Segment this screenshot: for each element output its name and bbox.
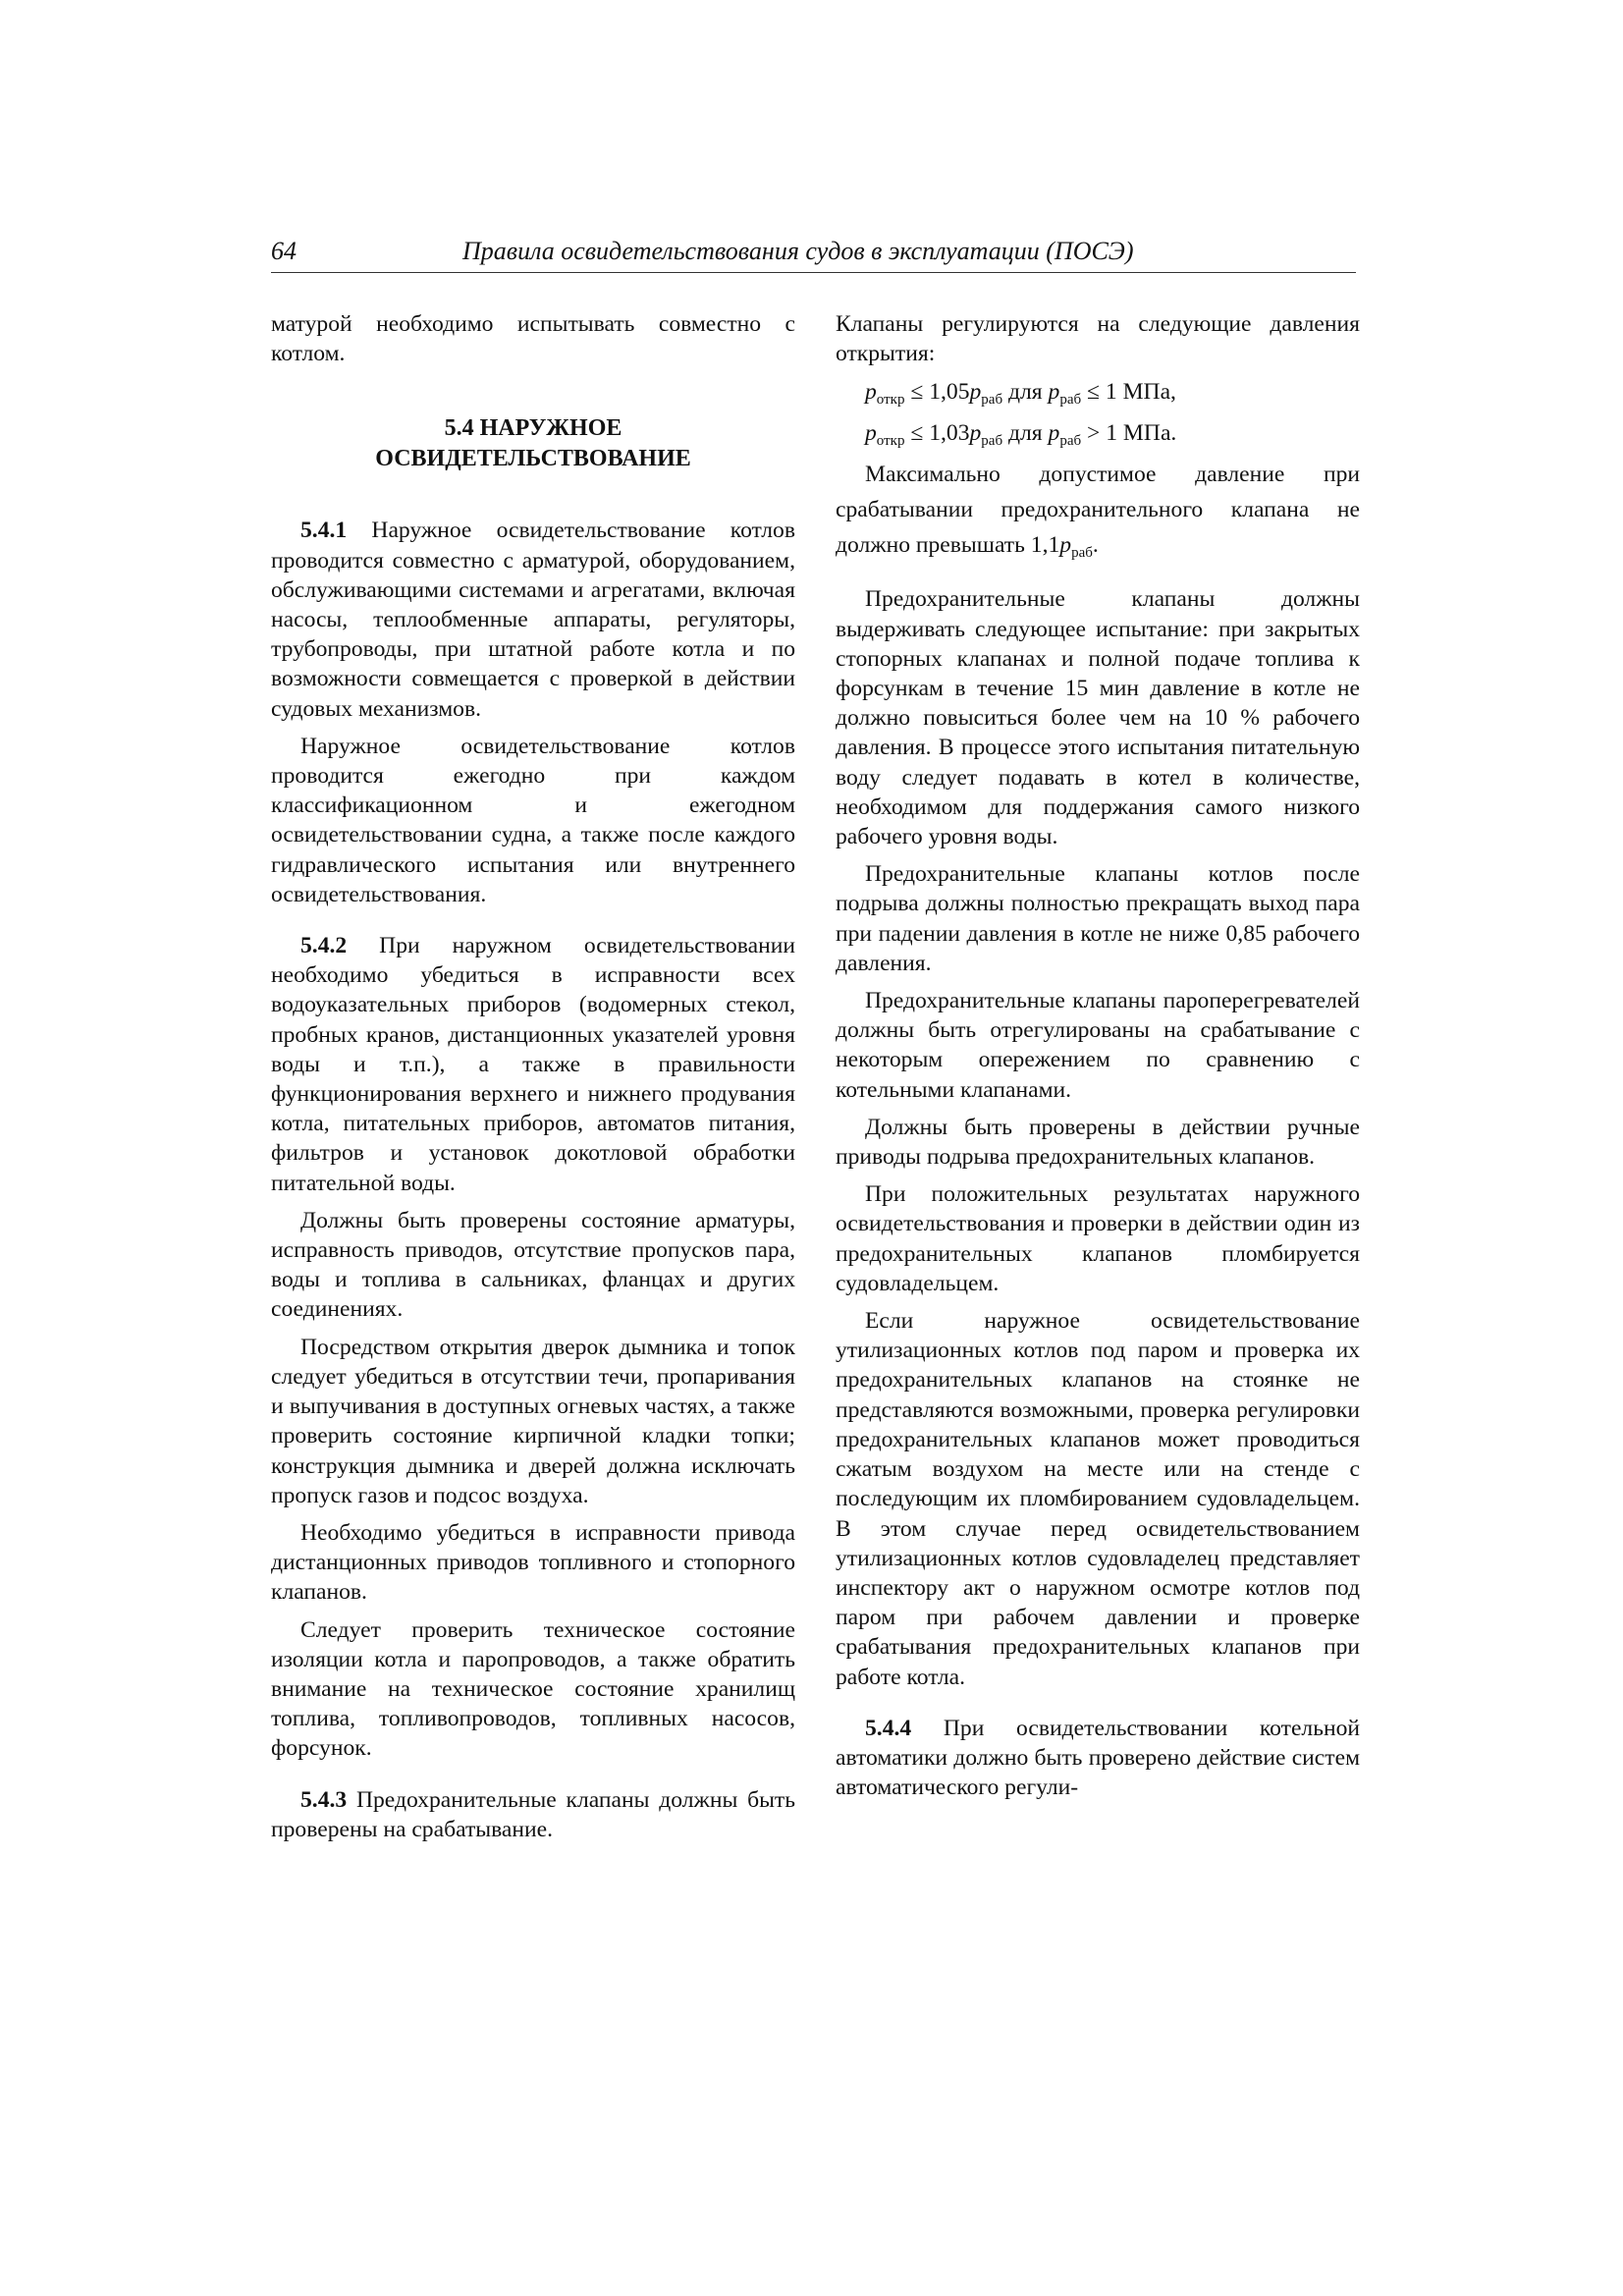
paragraph: Следует проверить техническое состояние изоляции котла и паропроводов, а также обратить внимание на техническое состояние хранилищ топлива, топливопроводов, топливных насосов, форсунок. — [271, 1616, 795, 1762]
clause-number: 5.4.4 — [865, 1715, 912, 1741]
paragraph-5-4-3 — [271, 1785, 795, 1844]
paragraph: Предохранительные клапаны котлов после подрыва должны полностью прекращать выход пара при падении давления в котле не ниже 0,85 рабочего давления. — [836, 861, 1360, 976]
section-heading — [271, 413, 795, 474]
paragraph: При положительных результатах наружного освидетельствования и проверки в действии один из предохранительных клапанов пломбируется судовладельцем. — [836, 1181, 1360, 1296]
section-heading-line: 5.4 НАРУЖНОЕ — [444, 415, 622, 442]
formula-1: $p_{откр} \le 1,05p_{раб}$ для $p_{раб} \le 1$ МПа, — [865, 379, 1176, 409]
paragraph: Предохранительные клапаны должны выдерживать следующее испытание: при закрытых стопорных клапанах и полной подаче топлива к форсункам в течение 15 мин давление в котле не должно повыситься более чем на 10 % рабочего давления. В процессе этого испытания питательную воду следует подавать в котел в количестве, необходимом для поддержания самого низкого рабочего уровня воды. — [836, 586, 1360, 850]
paragraph: Должны быть проверены состояние арматуры, исправность приводов, отсутствие пропусков пара, воды и топлива в сальниках, фланцах и других соединениях. — [271, 1207, 795, 1323]
paragraph-text: При наружном освидетельствовании необходимо убедиться в исправности всех водоуказательных приборов (водомерных стекол, пробных кранов, дистанционных указателей уровня воды и т.п.), а также в правильности функционирования верхнего и нижнего продувания котла, питательных приборов, автоматов питания, фильтров и установок докотловой обработки питательной воды. — [271, 933, 795, 1196]
paragraph: Максимально допустимое давление при срабатывании предохранительного клапана не должно превышать $1,1p_{раб}$. — [836, 462, 1360, 562]
paragraph: Клапаны регулируются на следующие давления открытия: — [836, 311, 1360, 367]
formula-2: $p_{откр} \le 1,03p_{раб}$ для $p_{раб} > 1$ МПа. — [865, 420, 1177, 450]
running-header — [271, 237, 1356, 273]
paragraph: Если наружное освидетельствование утилизационных котлов под паром и проверка их предохранительных клапанов на стоянке не представляются возможными, проверка регулировки предохранительных клапанов может проводиться сжатым воздухом на месте или на стенде с последующим их пломбированием судовладельцем. В этом случае перед освидетельствованием утилизационных котлов судовладелец представляет инспектору акт о наружном осмотре котлов под паром при рабочем давлении и проверке срабатывания предохранительных клапанов при работе котла. — [836, 1308, 1360, 1690]
running-title: Правила освидетельствования судов в эксплуатации (ПОСЭ) — [462, 237, 1134, 265]
paragraph: Посредством открытия дверок дымника и топок следует убедиться в отсутствии течи, пропаривания и выпучивания в доступных огневых частях, а также проверить состояние кирпичной кладки топки; конструкция дымника и дверей должна исключать пропуск газов и подсос воздуха. — [271, 1334, 795, 1508]
paragraph-text: Наружное освидетельствование котлов проводится совместно с арматурой, оборудованием, обслуживающими системами и агрегатами, включая насосы, теплообменные аппараты, регуляторы, трубопроводы, при штатной работе котла и по возможности совмещается с проверкой в действии судовых механизмов. — [271, 518, 795, 722]
paragraph: Должны быть проверены в действии ручные приводы подрыва предохранительных клапанов. — [836, 1114, 1360, 1171]
clause-number: 5.4.3 — [300, 1786, 348, 1813]
right-column — [836, 309, 1360, 1802]
paragraph-5-4-2 — [271, 931, 795, 1198]
paragraph: Предохранительные клапаны пароперегревателей должны быть отрегулированы на срабатывание с некоторым опережением по сравнению с котельными клапанами. — [836, 988, 1360, 1103]
section-heading-line: ОСВИДЕТЕЛЬСТВОВАНИЕ — [375, 446, 691, 472]
paragraph: Необходимо убедиться в исправности привода дистанционных приводов топливного и стопорного клапанов. — [271, 1519, 795, 1606]
left-column — [271, 309, 795, 1844]
paragraph-text: Предохранительные клапаны должны быть проверены на срабатывание. — [271, 1786, 795, 1842]
paragraph: матурой необходимо испытывать совместно с котлом. — [271, 311, 795, 367]
paragraph-5-4-4 — [836, 1714, 1360, 1803]
page-number: 64 — [271, 237, 297, 265]
paragraph: Наружное освидетельствование котлов проводится ежегодно при каждом классификационном и ежегодном освидетельствовании судна, а также после каждого гидравлического испытания или внутреннего освидетельствования. — [271, 733, 795, 907]
paragraph-text: При освидетельствовании котельной автоматики должно быть проверено действие систем автоматического регули- — [836, 1715, 1361, 1801]
clause-number: 5.4.2 — [300, 933, 348, 959]
clause-number: 5.4.1 — [300, 518, 348, 544]
paragraph-5-4-1 — [271, 516, 795, 723]
